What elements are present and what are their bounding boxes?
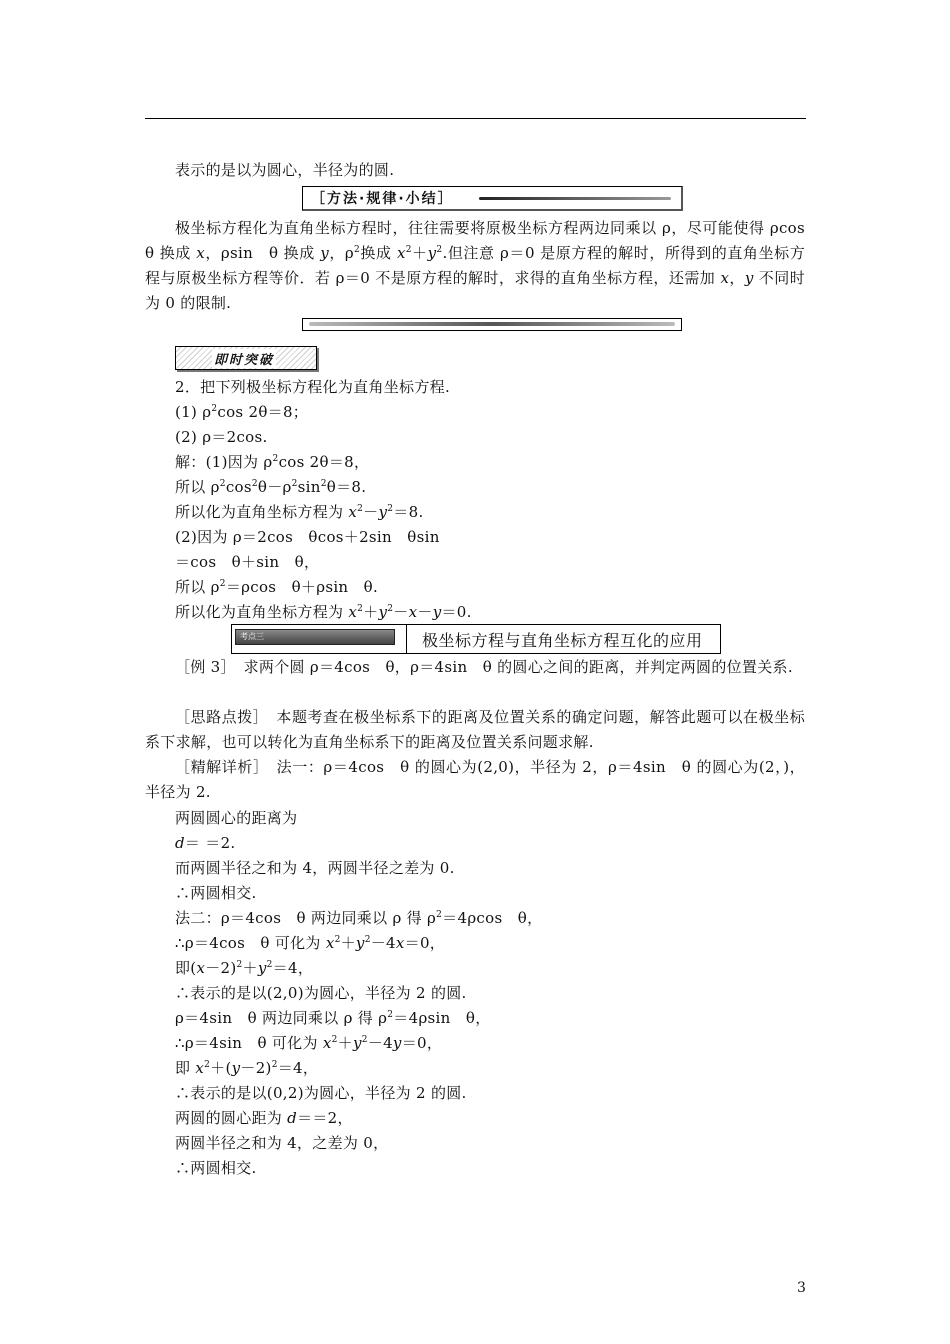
intro-line: 表示的是以为圆心，半径为的圆. [175,161,395,179]
method-summary-banner [302,186,683,211]
solution-line: 两圆的圆心距为 d＝＝2， [175,1109,353,1127]
section-end-bar [302,318,682,331]
solution-line: ∴两圆相交. [175,884,257,902]
exercise-question: 2．把下列极坐标方程化为直角坐标方程. [175,378,451,396]
solution-line: ∴表示的是以(2,0)为圆心，半径为 2 的圆. [175,984,467,1002]
topic-heading-box [231,624,721,654]
page-number: 3 [797,1280,806,1296]
banner-decoration [479,197,671,200]
solution-line: 两圆圆心的距离为 [175,809,298,827]
solution-line: 解：(1)因为 $\rho^2\cos$ 2θ＝8， [175,453,370,471]
solution-line: ∴ρ＝4cos θ 可化为 $x^2+y^2-4x=0$， [175,934,446,952]
solution-line: ∴表示的是以(0,2)为圆心，半径为 2 的圆. [175,1084,467,1102]
example-analysis: ［精解详析］ 法一：ρ＝4cos θ 的圆心为(2,0)，半径为 2，ρ＝4sin θ 的圆心为(2，)，半径为 2. [145,758,805,801]
instant-breakthrough-banner [175,346,317,370]
solution-line: ρ＝4sin θ 两边同乘以 ρ 得 $\rho^2=4\rho\sin$ θ， [175,1009,491,1027]
solution-line: 即$(x-2)^2+y^2=4$， [175,959,314,977]
topic-tag: 考点三 [235,629,395,645]
solution-line: 即 $x^2+(y-2)^2=4$， [175,1059,319,1077]
topic-title: 极坐标方程与直角坐标方程互化的应用 [422,631,703,650]
example-hint: ［思路点拨］ 本题考查在极坐标系下的距离及位置关系的确定问题，解答此题可以在极坐标系下求解，也可以转化为直角坐标系下的距离及位置关系问题求解. [145,708,805,751]
solution-line: ∴两圆相交. [175,1159,257,1177]
method-summary-label: ［方法·规律·小结］ [311,191,454,207]
instant-breakthrough-label: 即时突破 [212,349,276,368]
solution-line: 所以化为直角坐标方程为 $x^2+y^2-x-y=0$. [175,603,472,621]
header-rule [145,118,806,119]
method-summary-paragraph: 极坐标方程化为直角坐标方程时，往往需要将原极坐标方程两边同乘以 ρ，尽可能使得 ρcos θ 换成 x，ρsin θ 换成 y，$\rho^2$换成 $x^2+y^2$.但注意 ρ＝0 是原方程的解时，所得到的直角坐标方程与原极坐标方程等价．若 ρ＝0 不是原方程的解时，求得的直角坐标方程，还需加 x，y 不同时为 0 的限制. [145,219,821,312]
solution-line: 法二：ρ＝4cos θ 两边同乘以 ρ 得 $\rho^2=4\rho\cos$ θ， [175,909,543,927]
solution-line: 所以 $\rho^2=\rho\cos$ θ＋ρsin θ. [175,578,379,596]
example-question: ［例 3］ 求两个圆 ρ＝4cos θ，ρ＝4sin θ 的圆心之间的距离，并判定两圆的位置关系. [175,658,793,676]
exercise-item-1: (1) $\rho^2\cos$ 2θ＝8； [175,403,309,421]
solution-line: 所以 $\rho^2\cos^2\theta-\rho^2\sin^2\theta=8$. [175,478,367,496]
solution-line: ∴ρ＝4sin θ 可化为 $x^2+y^2-4y=0$， [175,1034,443,1052]
solution-line: 两圆半径之和为 4，之差为 0， [175,1134,389,1152]
solution-line: ＝cos θ＋sin θ， [175,553,320,571]
solution-line: 所以化为直角坐标方程为 $x^2-y^2=8$. [175,503,424,521]
solution-line: 而两圆半径之和为 4，两圆半径之差为 0. [175,859,455,877]
exercise-item-2: (2) ρ＝2cos. [175,428,268,446]
solution-line: (2)因为 ρ＝2cos θcos＋2sin θsin [175,528,440,546]
solution-line: d＝ ＝2. [175,834,236,852]
